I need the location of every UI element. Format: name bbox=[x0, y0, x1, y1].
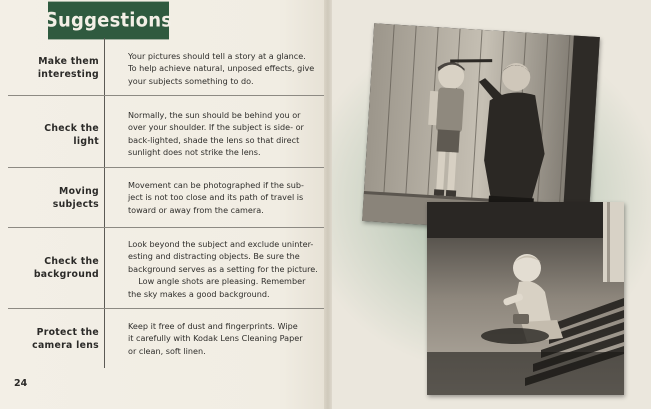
text-line: your subjects something to do. bbox=[128, 75, 254, 86]
text-line: esting and distracting objects. Be sure the bbox=[128, 251, 300, 262]
text-line: Movement can be photographed if the sub- bbox=[128, 180, 304, 190]
text-line: back-lighted, shade the lens so that direct bbox=[128, 134, 300, 145]
text-line: or clean, soft linen. bbox=[128, 345, 206, 356]
right-page bbox=[332, 0, 651, 409]
label-line: camera lens bbox=[32, 340, 99, 351]
suggestion-label bbox=[8, 326, 99, 352]
text-line: sunlight does not strike the lens. bbox=[128, 147, 261, 158]
suggestion-label bbox=[8, 255, 99, 281]
text-line: the sky makes a good background. bbox=[128, 288, 270, 299]
label-line: light bbox=[73, 136, 99, 147]
suggestion-text bbox=[128, 179, 324, 216]
text-line: background serves as a setting for the picture. bbox=[128, 263, 318, 274]
page-heading bbox=[44, 2, 173, 40]
text-line: Keep it free of dust and fingerprints. Wipe bbox=[128, 321, 298, 331]
book-gutter bbox=[324, 0, 332, 409]
suggestion-text bbox=[128, 50, 324, 87]
heading-text: Suggestions bbox=[44, 9, 173, 32]
suggestion-label bbox=[8, 55, 99, 81]
text-line: Look beyond the subject and exclude uninter- bbox=[128, 239, 314, 249]
row-divider bbox=[8, 227, 326, 228]
label-line: Check the bbox=[44, 256, 99, 267]
suggestion-text bbox=[128, 238, 324, 300]
label-line: Moving bbox=[59, 186, 99, 197]
label-line: Protect the bbox=[36, 327, 99, 338]
suggestion-label bbox=[8, 185, 99, 211]
label-line: Check the bbox=[44, 123, 99, 134]
text-line: it carefully with Kodak Lens Cleaning Paper bbox=[128, 333, 303, 344]
text-line: toward or away from the camera. bbox=[128, 204, 264, 215]
column-divider bbox=[104, 38, 105, 368]
suggestion-label bbox=[8, 122, 99, 148]
text-line: Normally, the sun should be behind you or bbox=[128, 110, 301, 120]
text-line: To help achieve natural, unposed effects, give bbox=[128, 63, 315, 74]
suggestion-text bbox=[128, 109, 324, 159]
photo-toddler-playing bbox=[427, 202, 624, 395]
label-line: interesting bbox=[37, 69, 99, 80]
text-line: Low angle shots are pleasing. Remember bbox=[128, 276, 306, 287]
text-line: Your pictures should tell a story at a glance. bbox=[128, 51, 306, 61]
row-divider bbox=[8, 308, 326, 309]
label-line: subjects bbox=[52, 199, 99, 210]
label-line: Make them bbox=[38, 56, 99, 67]
text-line: ject is not too close and its path of travel is bbox=[128, 192, 304, 203]
page-number: 24 bbox=[14, 378, 28, 389]
text-line: over your shoulder. If the subject is side- or bbox=[128, 122, 304, 133]
photo-toddler-playing-image bbox=[427, 202, 624, 395]
label-line: background bbox=[33, 269, 99, 280]
row-divider bbox=[8, 167, 326, 168]
suggestion-text bbox=[128, 320, 324, 357]
row-divider bbox=[8, 95, 326, 96]
